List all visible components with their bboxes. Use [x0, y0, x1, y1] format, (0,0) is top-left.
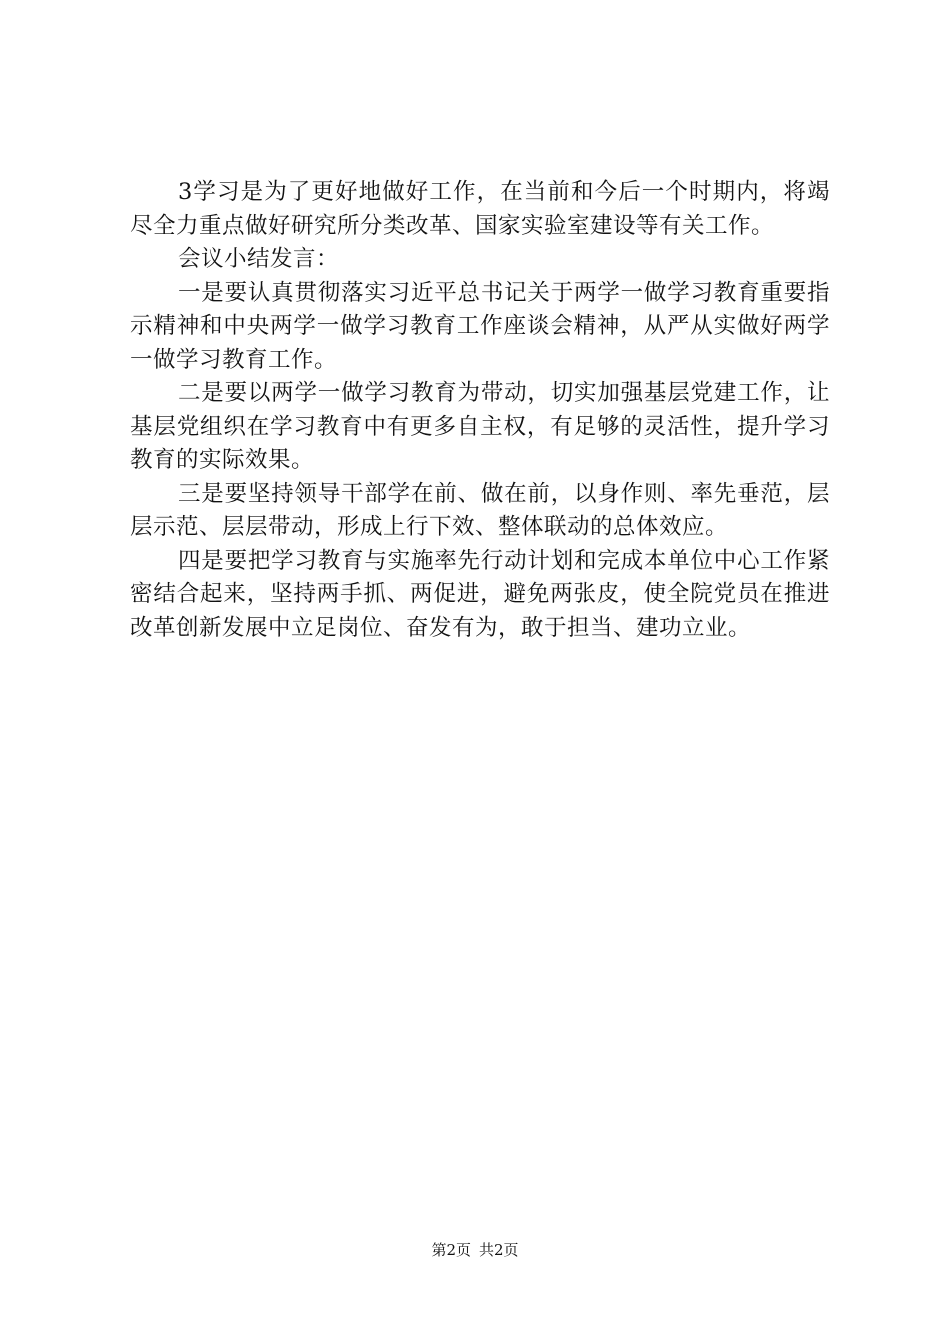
- page-total: 共2页: [479, 1241, 519, 1259]
- paragraph: 一是要认真贯彻落实习近平总书记关于两学一做学习教育重要指示精神和中央两学一做学习教育工作座谈会精神，从严从实做好两学一做学习教育工作。: [130, 279, 830, 373]
- paragraph: 四是要把学习教育与实施率先行动计划和完成本单位中心工作紧密结合起来，坚持两手抓、两促进，避免两张皮，使全院党员在推进改革创新发展中立足岗位、奋发有为，敢于担当、建功立业。: [130, 547, 830, 641]
- page-footer: [0, 1240, 950, 1260]
- paragraph: 三是要坚持领导干部学在前、做在前，以身作则、率先垂范，层层示范、层层带动，形成上行下效、整体联动的总体效应。: [130, 480, 830, 540]
- document-body: [130, 176, 830, 645]
- paragraph: 会议小结发言：: [178, 246, 340, 272]
- paragraph: 3学习是为了更好地做好工作，在当前和今后一个时期内，将竭尽全力重点做好研究所分类改革、国家实验室建设等有关工作。: [130, 179, 830, 239]
- paragraph: 二是要以两学一做学习教育为带动，切实加强基层党建工作，让基层党组织在学习教育中有更多自主权，有足够的灵活性，提升学习教育的实际效果。: [130, 380, 830, 473]
- page-number: 第2页: [431, 1241, 471, 1259]
